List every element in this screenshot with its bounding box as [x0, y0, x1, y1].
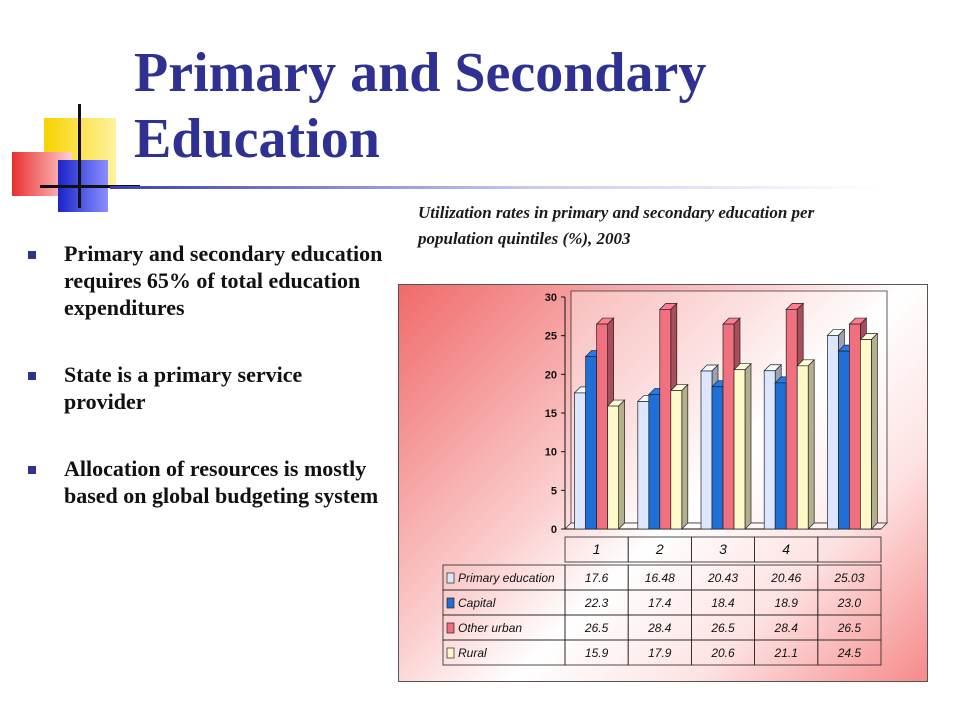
- legend-label: Rural: [458, 646, 487, 660]
- y-tick-label: 0: [550, 524, 557, 536]
- data-label: 25.03: [834, 571, 865, 585]
- bar: [849, 324, 860, 529]
- bullet-text: Primary and secondary education requires 65% of total education expenditures: [64, 241, 383, 320]
- bar: [723, 324, 734, 529]
- data-label: 17.9: [648, 646, 672, 660]
- bar: [734, 370, 745, 529]
- legend-swatch: [447, 623, 454, 633]
- bar: [860, 340, 871, 529]
- bar: [586, 357, 597, 529]
- y-tick-label: 25: [544, 330, 557, 343]
- data-label: 20.6: [711, 646, 735, 660]
- bar-side: [682, 385, 688, 529]
- bar: [786, 309, 797, 529]
- data-label: 22.3: [584, 596, 609, 610]
- chart-caption: Utilization rates in primary and secondary education per population quintiles (%), 2003: [418, 203, 815, 248]
- table-header-cell: [818, 537, 881, 562]
- bullet-square-icon: [28, 372, 36, 380]
- data-label: 20.43: [707, 571, 739, 585]
- bar: [797, 366, 808, 529]
- data-label: 15.9: [584, 646, 609, 660]
- y-tick-label: 10: [544, 446, 557, 459]
- legend-label: Other urban: [458, 621, 523, 635]
- data-label: 18.9: [774, 596, 798, 610]
- data-label: 28.4: [774, 621, 798, 635]
- bullet-item: [28, 455, 388, 509]
- bullet-text: State is a primary service provider: [64, 362, 303, 414]
- y-tick-label: 15: [544, 408, 557, 420]
- data-label: 23.0: [837, 596, 862, 610]
- data-label: 21.1: [774, 646, 798, 660]
- bullet-item: [28, 240, 388, 321]
- bar: [660, 309, 671, 529]
- bar: [649, 394, 660, 529]
- y-tick-label: 30: [544, 292, 557, 304]
- bar: [575, 393, 586, 529]
- legend-swatch: [447, 573, 454, 583]
- x-category-label: 4: [782, 541, 791, 557]
- bar: [608, 406, 619, 529]
- y-tick-label: 5: [550, 485, 557, 498]
- title-underline: [110, 186, 880, 189]
- bar: [827, 335, 838, 529]
- bullet-item: [28, 361, 388, 415]
- data-label: 18.4: [711, 596, 735, 610]
- bar: [638, 402, 649, 529]
- bar: [764, 371, 775, 529]
- bar: [775, 383, 786, 529]
- bar: [701, 371, 712, 529]
- data-label: 24.5: [837, 646, 862, 660]
- bar-chart: [399, 285, 929, 683]
- legend-swatch: [447, 598, 454, 608]
- bar-side: [808, 360, 814, 529]
- bar: [838, 351, 849, 529]
- bullet-square-icon: [28, 251, 36, 259]
- x-category-label: 1: [592, 541, 601, 557]
- data-label: 28.4: [648, 621, 672, 635]
- data-label: 26.5: [837, 621, 862, 635]
- data-label: 17.6: [584, 571, 609, 585]
- bar: [671, 391, 682, 529]
- legend-label: Primary education: [458, 571, 555, 585]
- legend-swatch: [447, 648, 454, 658]
- data-label: 26.5: [584, 621, 609, 635]
- bar-side: [745, 364, 751, 529]
- bullet-square-icon: [28, 466, 36, 474]
- bar-side: [871, 334, 877, 529]
- logo-vertical-line: [78, 104, 81, 208]
- bar: [597, 324, 608, 529]
- data-label: 16.48: [644, 571, 675, 585]
- x-category-label: 3: [719, 541, 727, 557]
- y-tick-label: 20: [544, 369, 557, 382]
- data-label: 26.5: [711, 621, 735, 635]
- chart-panel: [398, 284, 928, 682]
- bar: [712, 387, 723, 529]
- bullet-text: Allocation of resources is mostly based on global budgeting system: [64, 456, 379, 508]
- x-category-label: 2: [655, 541, 664, 557]
- bar-side: [619, 400, 625, 529]
- page-title: Primary and Secondary Education: [134, 42, 707, 170]
- data-label: 20.46: [771, 571, 802, 585]
- bullet-list: [28, 240, 388, 549]
- legend-label: Capital: [458, 596, 496, 610]
- data-label: 17.4: [648, 596, 672, 610]
